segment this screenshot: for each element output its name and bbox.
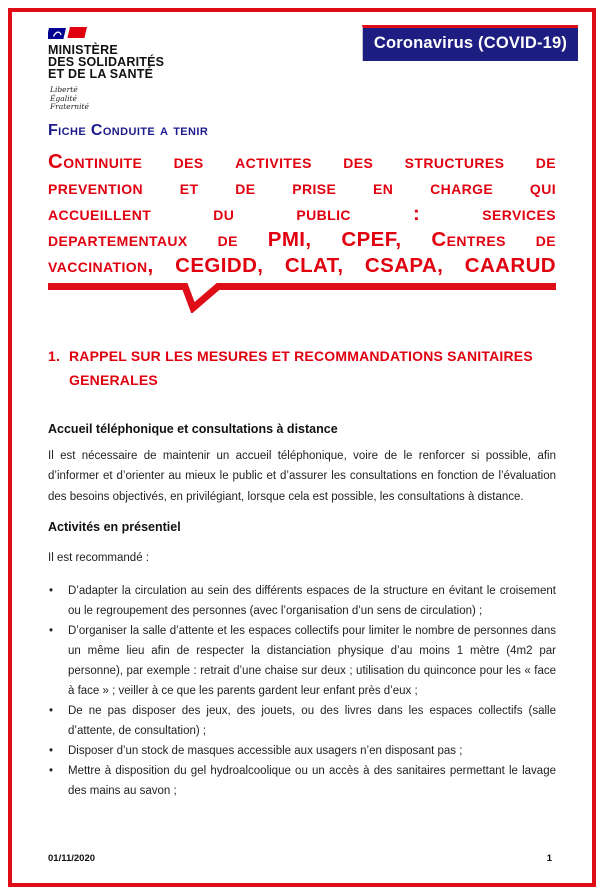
page-content xyxy=(12,25,592,887)
title-line: vaccination, CEGIDD, CLAT, CSAPA, CAARUD xyxy=(48,253,556,277)
presentiel-section-heading: Activités en présentiel xyxy=(48,520,181,534)
ministry-name-line: ET DE LA SANTÉ xyxy=(48,67,154,81)
list-item: • D’adapter la circulation au sein des différents espaces de la structure en évitant le croisement ou le regroupement des personnes (avec l’organisation d’un sens de circulation) ; xyxy=(48,581,556,621)
document-kicker: Fiche Conduite a tenir xyxy=(48,121,209,139)
footer-date: 01/11/2020 xyxy=(48,853,96,864)
republic-motto xyxy=(50,86,164,112)
document-page xyxy=(8,8,596,887)
phone-section-heading: Accueil téléphonique et consultations à distance xyxy=(48,421,338,436)
covid-badge: Coronavirus (COVID-19) xyxy=(362,25,578,61)
motto-line: Liberté xyxy=(50,85,78,94)
phone-section-paragraph: Il est nécessaire de maintenir un accueil téléphonique, voire de le renforcer si possible, afin d’informer et d’orienter au mieux le public et d’assurer les consultations en fonction de l’évaluation des besoins objectivés, en privilégiant, lorsque cela est possible, les consultations à distance. xyxy=(48,449,556,503)
title-line: prevention et de prise en charge qui xyxy=(48,175,556,199)
document-title xyxy=(48,149,556,279)
section-heading-text: RAPPEL SUR LES MESURES ET RECOMMANDATIONS SANITAIRES GENERALES xyxy=(69,347,533,388)
recommendations-list xyxy=(48,581,556,801)
ministry-name-line: DES SOLIDARITÉS xyxy=(48,55,165,69)
ministry-logo xyxy=(48,25,164,112)
list-item: • Disposer d’un stock de masques accessible aux usagers n’en disposant pas ; xyxy=(48,741,556,761)
motto-line: Égalité xyxy=(50,93,77,103)
presentiel-intro: Il est recommandé : xyxy=(48,552,149,564)
french-flag-icon xyxy=(48,25,92,41)
motto-line: Fraternité xyxy=(50,102,89,111)
list-item: • D’organiser la salle d’attente et les espaces collectifs pour limiter le nombre de personnes dans un même lieu afin de respecter la distanciation physique d’au moins 1 mètre (4m2 par personne), par exemple : retrait d’une chaise sur deux ; utilisation du quinconce pour les « face à face » ; veiller à ce que les parents gardent leur enfant près d’eux ; xyxy=(48,621,556,701)
page-footer xyxy=(48,853,556,864)
title-line: accueillent du public : services xyxy=(48,201,556,225)
title-callout-rule xyxy=(48,282,556,313)
title-line: Continuite des activites des structures de xyxy=(48,149,556,173)
ministry-name-line: MINISTÈRE xyxy=(48,43,118,57)
list-item: • Mettre à disposition du gel hydroalcoolique ou un accès à des sanitaires permettant le lavage des mains au savon ; xyxy=(48,761,556,801)
section-1-heading xyxy=(48,344,556,392)
title-line: departementaux de PMI, CPEF, Centres de xyxy=(48,227,556,251)
page-number: 1 xyxy=(546,853,552,864)
list-item: • De ne pas disposer des jeux, des jouets, ou des livres dans les espaces collectifs (salle d’attente, de consultation) ; xyxy=(48,701,556,741)
page-header xyxy=(48,25,578,112)
section-number: 1. xyxy=(48,347,61,364)
